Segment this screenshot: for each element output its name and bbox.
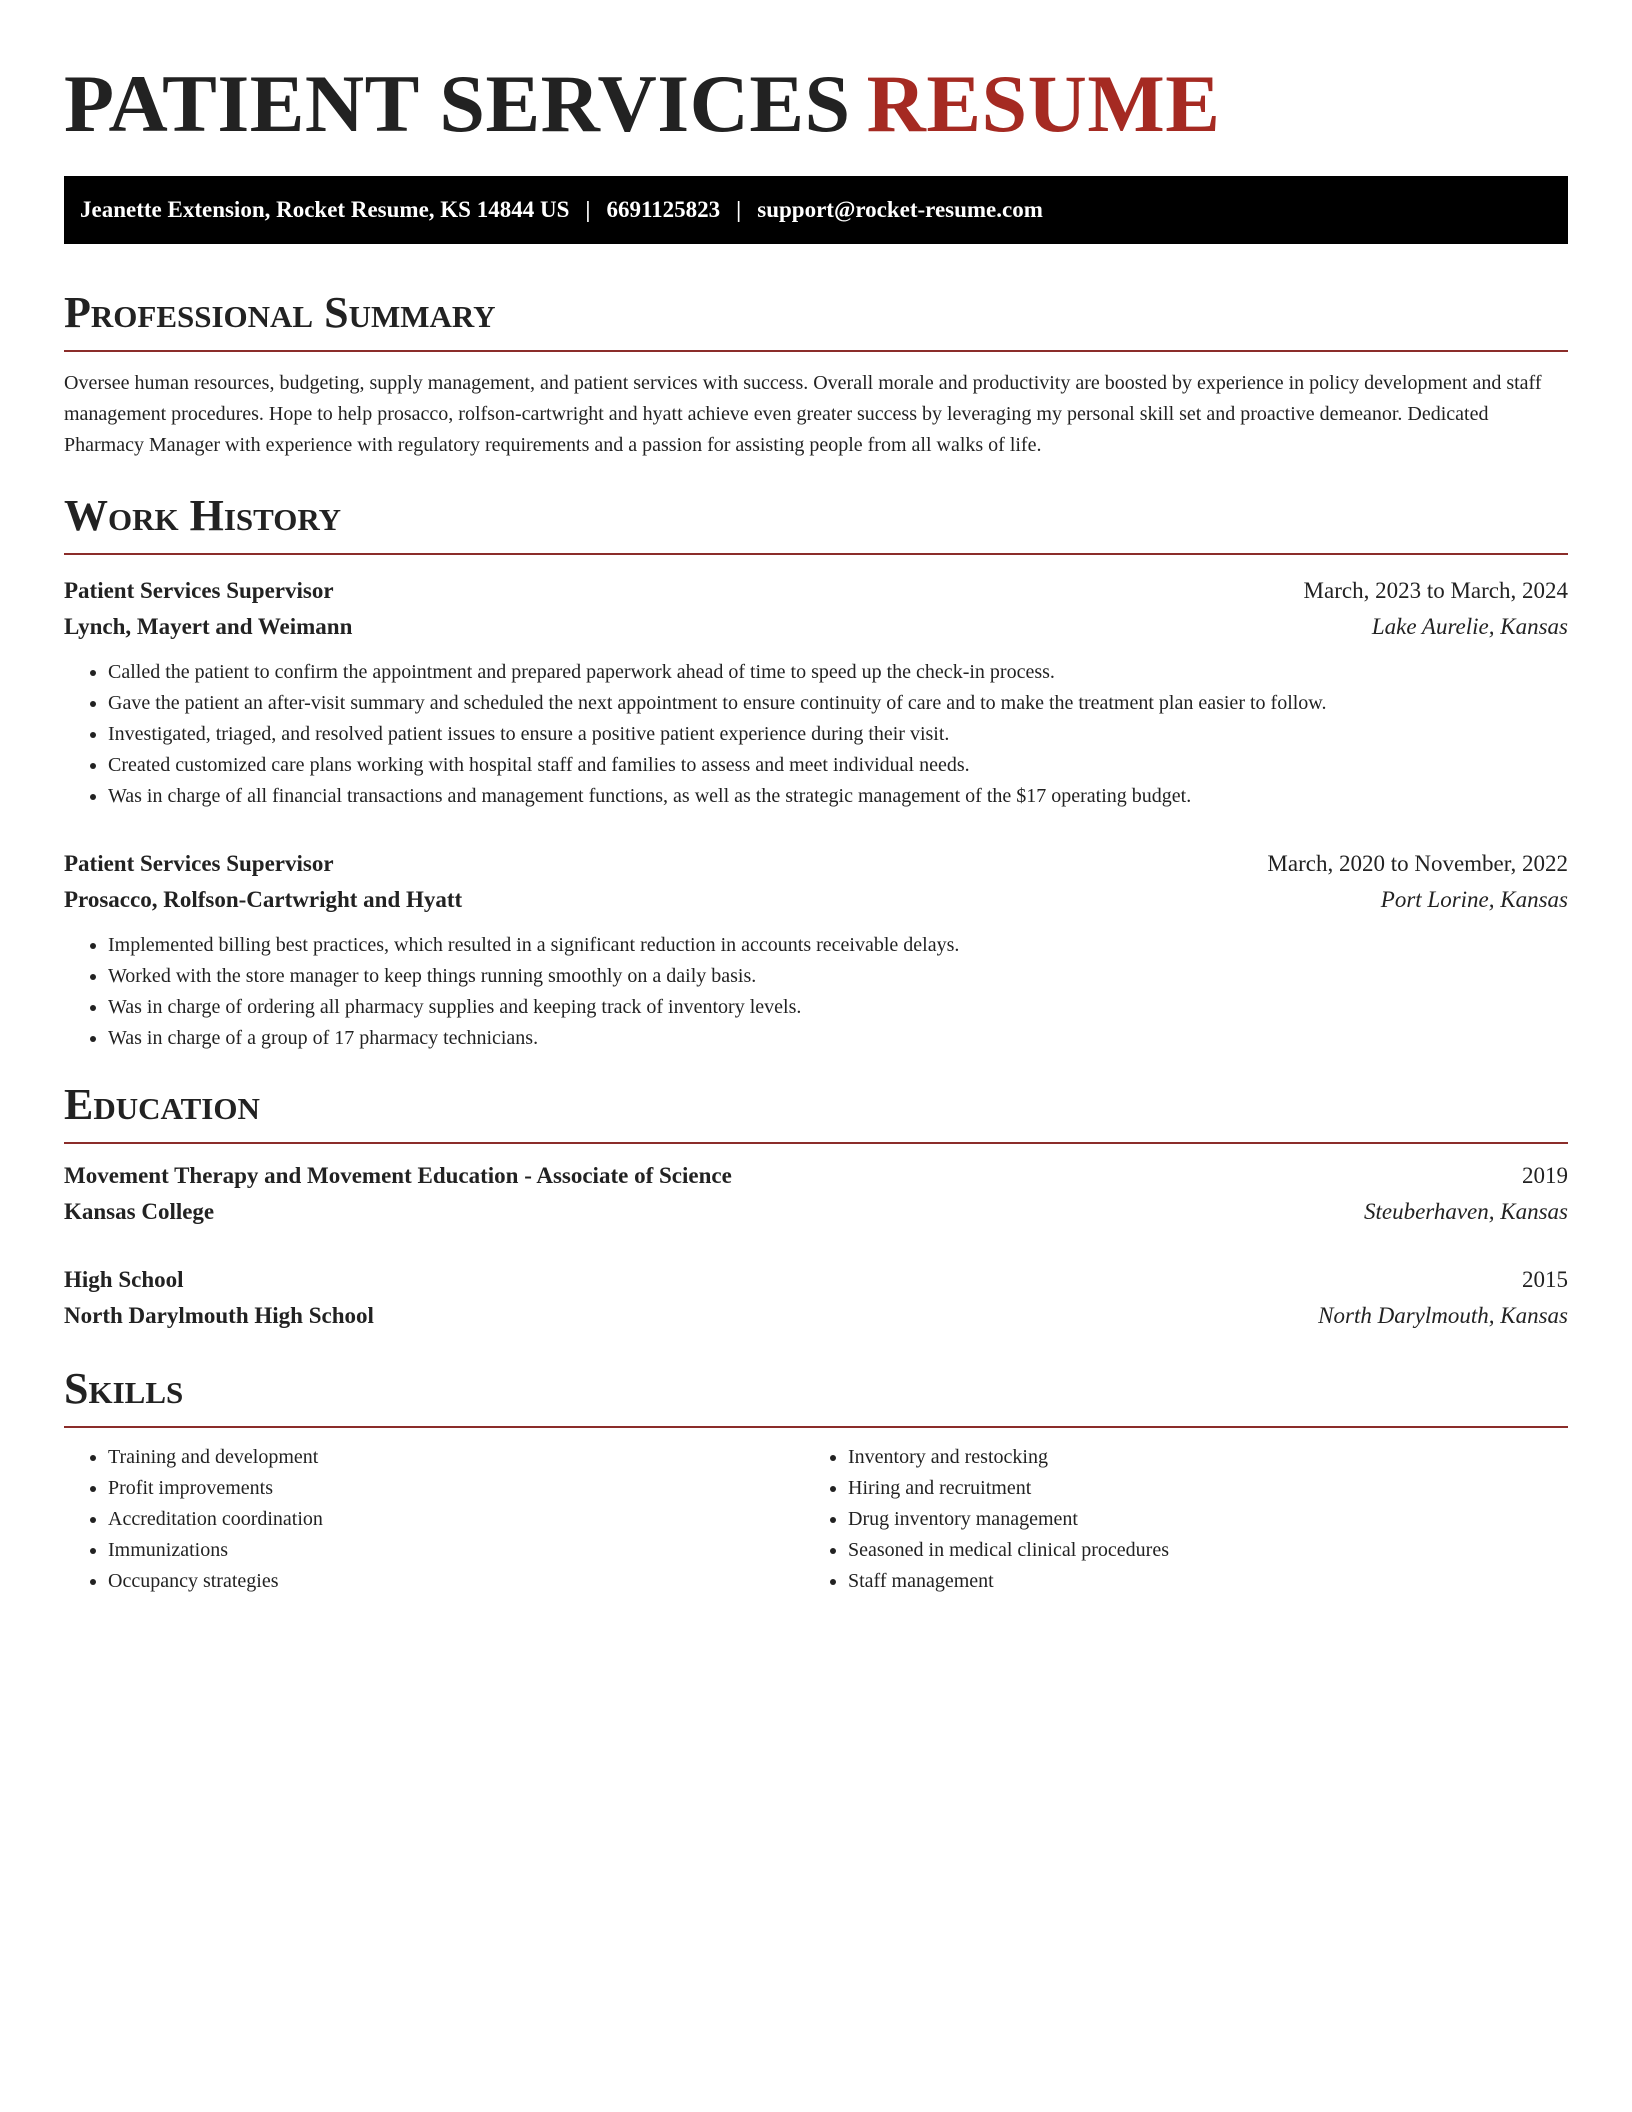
contact-email: support@rocket-resume.com (757, 197, 1043, 222)
education-degree: Movement Therapy and Movement Education - Associate of Science (64, 1163, 732, 1188)
skill-item: • Accreditation coordination (108, 1504, 804, 1535)
skills-heading: Skills (64, 1364, 1568, 1428)
contact-phone: 6691125823 (606, 197, 721, 222)
resume-title (64, 58, 1568, 150)
summary-text: Oversee human resources, budgeting, supply management, and patient services with success. Overall morale and productivity are boosted by experience in policy development and staff management procedures. Hope to help prosacco, rolfson-cartwright and hyatt achieve even greater success by leveraging my personal skill set and proactive demeanor. Dedicated Pharmacy Manager with experience with regulatory requirements and a passion for assisting people from all walks of life. (64, 372, 1542, 456)
job-title: Patient Services Supervisor (64, 851, 334, 876)
summary-section (64, 288, 1568, 461)
education-location: North Darylmouth, Kansas (1318, 1303, 1568, 1328)
job-entry (64, 846, 1568, 1054)
job-bullet: • Was in charge of ordering all pharmacy supplies and keeping track of inventory levels. (108, 992, 1568, 1023)
resume-page (64, 58, 1568, 1597)
education-degree: High School (64, 1267, 184, 1292)
skill-item: • Staff management (848, 1566, 1544, 1597)
title-part-1: PATIENT SERVICES (64, 58, 851, 149)
job-title: Patient Services Supervisor (64, 578, 334, 603)
skill-item: • Drug inventory management (848, 1504, 1544, 1535)
contact-separator: | (585, 197, 591, 222)
job-bullet: • Was in charge of all financial transactions and management functions, as well as the strategic management of the $17 operating budget. (108, 781, 1568, 812)
summary-heading: Professional Summary (64, 288, 1568, 352)
job-bullet: • Investigated, triaged, and resolved patient issues to ensure a positive patient experience during their visit. (108, 719, 1568, 750)
job-entry (64, 573, 1568, 812)
work-history-section (64, 491, 1568, 1054)
education-school: North Darylmouth High School (64, 1303, 374, 1328)
skill-item: • Seasoned in medical clinical procedures (848, 1535, 1544, 1566)
education-year: 2015 (1522, 1267, 1568, 1292)
job-bullet: • Created customized care plans working with hospital staff and families to assess and meet individual needs. (108, 750, 1568, 781)
skill-item: • Hiring and recruitment (848, 1473, 1544, 1504)
contact-separator: | (736, 197, 742, 222)
skills-list-right (804, 1442, 1544, 1597)
job-bullets (64, 930, 1568, 1054)
job-company: Lynch, Mayert and Weimann (64, 614, 353, 639)
job-dates: March, 2023 to March, 2024 (1303, 578, 1568, 603)
job-location: Port Lorine, Kansas (1380, 887, 1568, 912)
education-location: Steuberhaven, Kansas (1363, 1199, 1568, 1224)
contact-address: Jeanette Extension, Rocket Resume, KS 14844 US (80, 197, 570, 222)
skills-list-left (64, 1442, 804, 1597)
education-section (64, 1080, 1568, 1334)
skill-item: • Training and development (108, 1442, 804, 1473)
education-school: Kansas College (64, 1199, 215, 1224)
title-part-2: RESUME (866, 58, 1221, 149)
skill-item: • Occupancy strategies (108, 1566, 804, 1597)
skill-item: • Profit improvements (108, 1473, 804, 1504)
education-heading: Education (64, 1080, 1568, 1144)
skills-columns (64, 1442, 1568, 1597)
education-year: 2019 (1522, 1163, 1568, 1188)
skill-item: • Immunizations (108, 1535, 804, 1566)
job-location: Lake Aurelie, Kansas (1371, 614, 1568, 639)
job-bullet: • Worked with the store manager to keep things running smoothly on a daily basis. (108, 961, 1568, 992)
job-bullet: • Implemented billing best practices, which resulted in a significant reduction in accounts receivable delays. (108, 930, 1568, 961)
work-history-heading: Work History (64, 491, 1568, 555)
job-bullet: • Called the patient to confirm the appointment and prepared paperwork ahead of time to speed up the check-in process. (108, 657, 1568, 688)
job-bullets (64, 657, 1568, 812)
skills-section (64, 1364, 1568, 1597)
education-entry (64, 1158, 1568, 1230)
job-company: Prosacco, Rolfson-Cartwright and Hyatt (64, 887, 463, 912)
job-bullet: • Gave the patient an after-visit summary and scheduled the next appointment to ensure continuity of care and to make the treatment plan easier to follow. (108, 688, 1568, 719)
education-entry (64, 1262, 1568, 1334)
contact-bar (64, 176, 1568, 244)
job-bullet: • Was in charge of a group of 17 pharmacy technicians. (108, 1023, 1568, 1054)
job-dates: March, 2020 to November, 2022 (1267, 851, 1568, 876)
skill-item: • Inventory and restocking (848, 1442, 1544, 1473)
